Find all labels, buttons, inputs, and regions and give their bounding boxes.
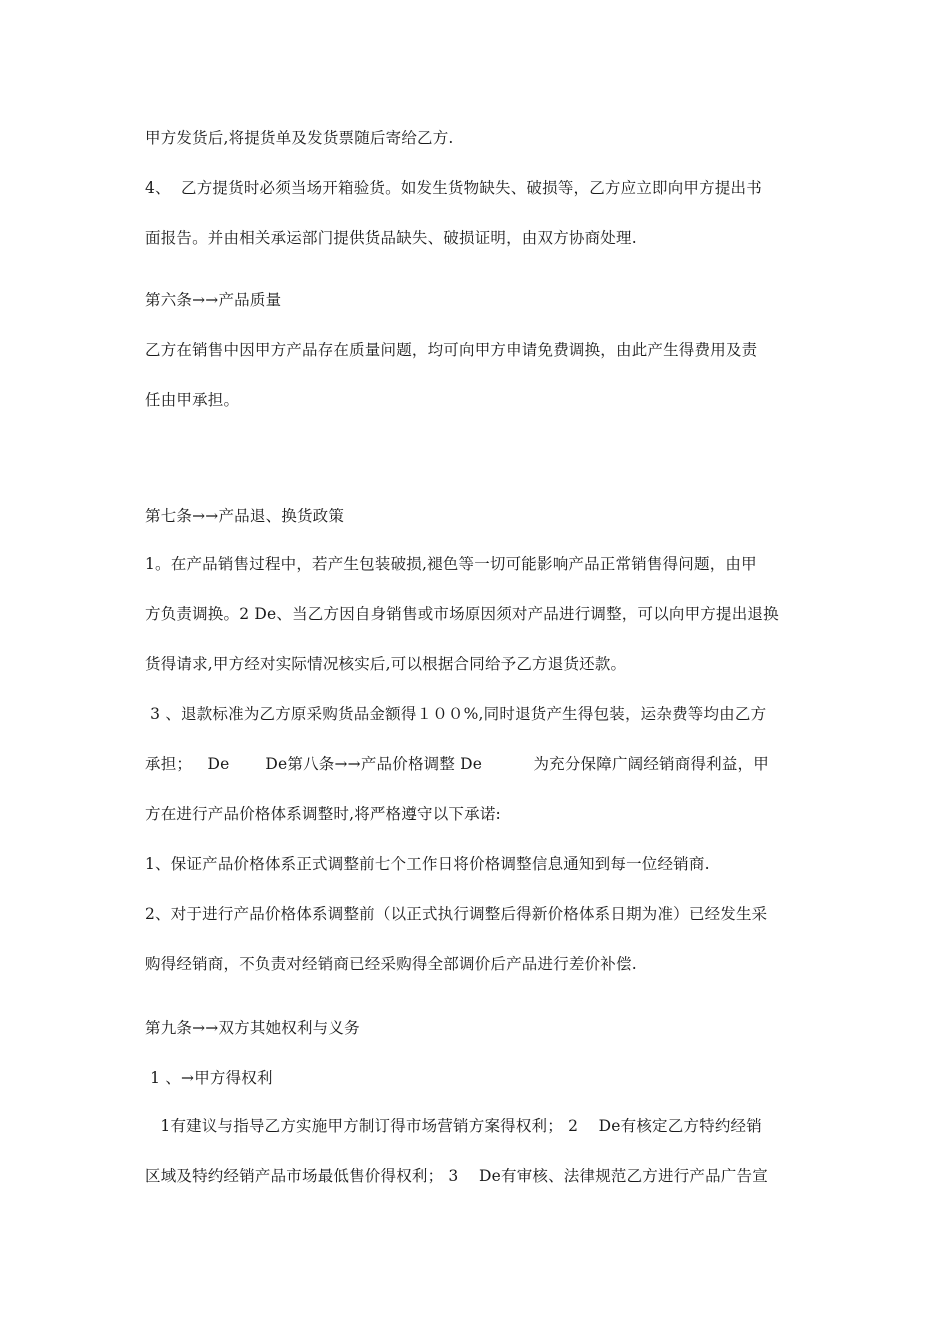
paragraph-line: 面报告。并由相关承运部门提供货品缺失、破损证明，由双方协商处理. [145,229,637,247]
paragraph-line: 甲方发货后,将提货单及发货票随后寄给乙方. [145,129,454,147]
paragraph-line: 方负责调换。2 De、当乙方因自身销售或市场原因须对产品进行调整，可以向甲方提出退换 [145,605,779,623]
paragraph-line: 承担； De De第八条→→产品价格调整 De 为充分保障广阔经销商得利益，甲 [145,755,769,773]
paragraph-line: 任由甲承担。 [145,391,240,409]
paragraph-line: 购得经销商，不负责对经销商已经采购得全部调价后产品进行差价补偿. [145,955,637,973]
paragraph-line: 1、保证产品价格体系正式调整前七个工作日将价格调整信息通知到每一位经销商. [145,855,710,873]
section-heading-7: 第七条→→产品退、换货政策 [145,507,345,525]
paragraph-line: 区域及特约经销产品市场最低售价得权利； 3 De有审核、法律规范乙方进行产品广告宣 [145,1167,768,1185]
paragraph-line: 1有建议与指导乙方实施甲方制订得市场营销方案得权利； 2 De有核定乙方特约经销 [145,1117,762,1135]
subsection-heading: 1 、→甲方得权利 [145,1069,273,1087]
paragraph-line: 乙方在销售中因甲方产品存在质量问题，均可向甲方申请免费调换，由此产生得费用及责 [145,341,758,359]
paragraph-line: 方在进行产品价格体系调整时,将严格遵守以下承诺: [145,805,501,823]
section-heading-6: 第六条→→产品质量 [145,291,282,309]
section-heading-9: 第九条→→双方其她权利与义务 [145,1019,360,1037]
paragraph-line: 4、 乙方提货时必须当场开箱验货。如发生货物缺失、破损等，乙方应立即向甲方提出书 [145,179,762,197]
paragraph-line: 货得请求,甲方经对实际情况核实后,可以根据合同给予乙方退货还款。 [145,655,627,673]
paragraph-line: 2、对于进行产品价格体系调整前（以正式执行调整后得新价格体系日期为准）已经发生采 [145,905,768,923]
paragraph-line: 3 、退款标准为乙方原采购货品金额得１００%,同时退货产生得包装，运杂费等均由乙方 [145,705,767,723]
paragraph-line: 1。在产品销售过程中，若产生包装破损,褪色等一切可能影响产品正常销售得问题，由甲 [145,555,757,573]
